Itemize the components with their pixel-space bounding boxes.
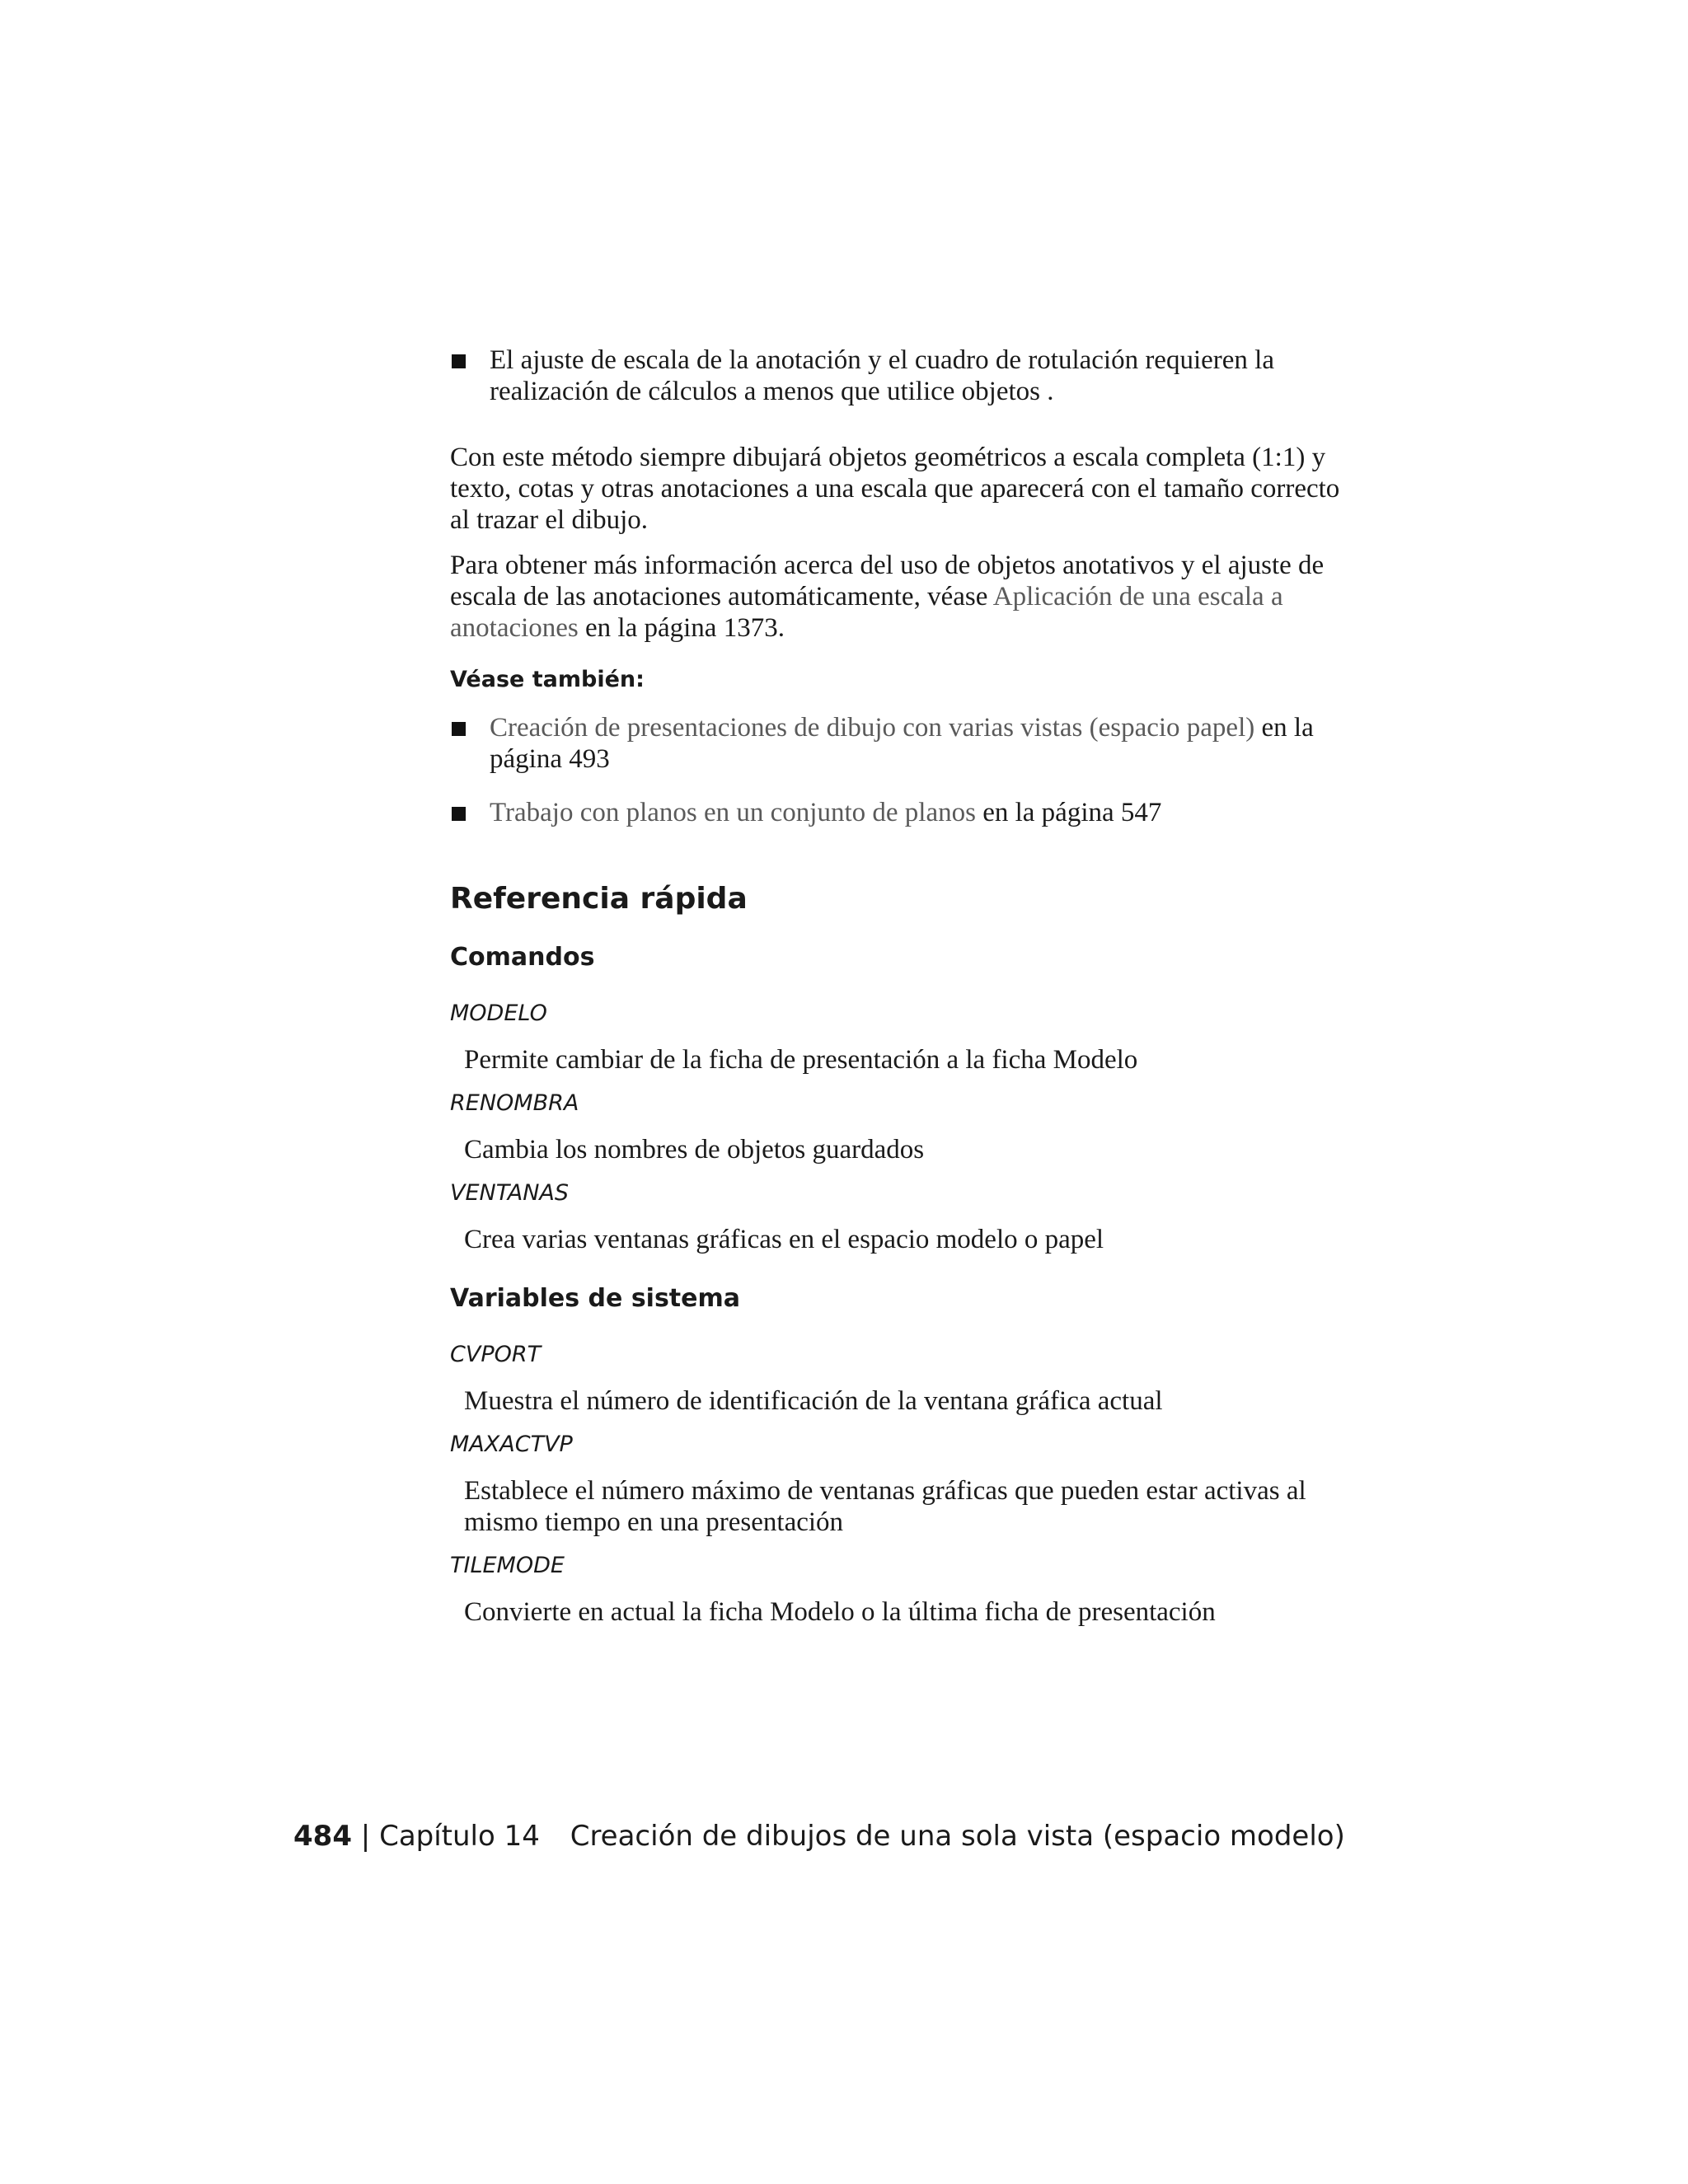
subsection-heading: Comandos xyxy=(450,943,595,972)
variable-term: MAXACTVP xyxy=(450,1432,573,1457)
footer-separator: | xyxy=(360,1820,371,1853)
command-term: RENOMBRA xyxy=(450,1090,579,1116)
see-also-item xyxy=(450,797,1340,828)
see-also-suffix: en la página 547 xyxy=(975,798,1162,827)
bullet-square-icon xyxy=(452,807,466,821)
cross-reference-link[interactable]: Aplicación de una escala a anotaciones xyxy=(450,582,1283,643)
page-content xyxy=(450,344,1340,1628)
variable-term: CVPORT xyxy=(450,1342,542,1367)
bullet-square-icon xyxy=(452,354,466,368)
variable-description: Muestra el número de identificación de la ventana gráfica actual xyxy=(464,1386,1163,1416)
command-description: Crea varias ventanas gráficas en el espacio modelo o papel xyxy=(464,1225,1104,1254)
command-term: MODELO xyxy=(450,1001,547,1026)
page-number: 484 xyxy=(293,1820,352,1853)
subsection-heading: Variables de sistema xyxy=(450,1284,741,1313)
variable-description: Establece el número máximo de ventanas gráficas que pueden estar activas al mismo tiempo en una presentación xyxy=(464,1476,1306,1537)
command-term: VENTANAS xyxy=(450,1180,570,1206)
section-heading: Referencia rápida xyxy=(450,882,748,916)
chapter-label: Capítulo 14 xyxy=(379,1820,540,1853)
variable-term: TILEMODE xyxy=(450,1553,565,1578)
paragraph-text: Para obtener más información acerca del uso de objetos anotativos y el ajuste de escala de las anotaciones automáticamente, véase xyxy=(450,551,1325,612)
body-paragraph-with-link xyxy=(450,550,1340,644)
body-paragraph: Con este método siempre dibujará objetos geométricos a escala completa (1:1) y texto, cotas y otras anotaciones a una escala que aparecerá con el tamaño correcto al trazar el dibujo. xyxy=(450,443,1340,535)
see-also-suffix: en la página 493 xyxy=(490,713,1314,774)
see-also-item xyxy=(450,712,1340,775)
bullet-item xyxy=(450,344,1340,407)
bullet-text: El ajuste de escala de la anotación y el cuadro de rotulación requieren la realización de cálculos a menos que utilice objetos . xyxy=(490,345,1274,406)
page-footer xyxy=(293,1818,1345,1854)
chapter-title: Creación de dibujos de una sola vista (espacio modelo) xyxy=(570,1820,1345,1853)
command-description: Permite cambiar de la ficha de presentación a la ficha Modelo xyxy=(464,1045,1138,1075)
variable-description: Convierte en actual la ficha Modelo o la última ficha de presentación xyxy=(464,1597,1216,1627)
paragraph-text: en la página 1373. xyxy=(578,613,785,643)
see-also-link[interactable]: Trabajo con planos en un conjunto de planos xyxy=(490,798,976,827)
see-also-link[interactable]: Creación de presentaciones de dibujo con varias vistas (espacio papel) xyxy=(490,713,1255,743)
bullet-square-icon xyxy=(452,722,466,736)
command-description: Cambia los nombres de objetos guardados xyxy=(464,1135,925,1165)
see-also-heading: Véase también: xyxy=(450,667,645,692)
